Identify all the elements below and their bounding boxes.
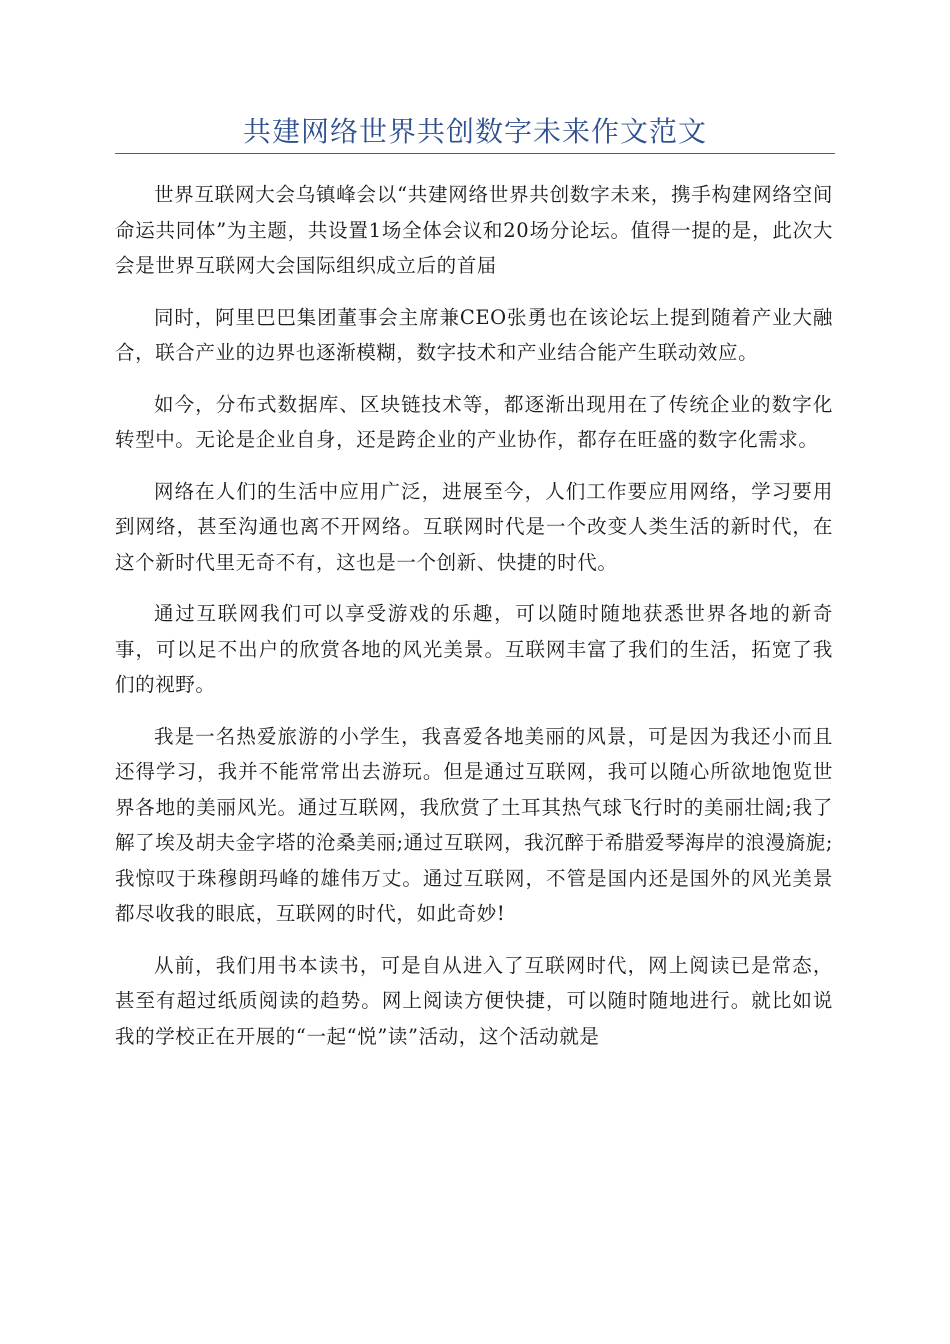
- document-title: 共建网络世界共创数字未来作文范文: [242, 115, 707, 148]
- paragraph-1: 世界互联网大会乌镇峰会以“共建网络世界共创数字未来，携手构建网络空间命运共同体”为主题，共设置1场全体会议和20场分论坛。值得一提的是，此次大会是世界互联网大会国际组织成立后的首届: [115, 183, 833, 277]
- document-body: [115, 177, 833, 1070]
- paragraph-3: 如今，分布式数据库、区块链技术等，都逐渐出现用在了传统企业的数字化转型中。无论是企业自身，还是跨企业的产业协作，都存在旺盛的数字化需求。: [115, 392, 833, 451]
- paragraph-7: 从前，我们用书本读书，可是自从进入了互联网时代，网上阅读已是常态，甚至有超过纸质阅读的趋势。网上阅读方便快捷，可以随时随地进行。就比如说我的学校正在开展的“一起“悦”读”活动，这个活动就是: [115, 953, 833, 1048]
- paragraph-2: 同时，阿里巴巴集团董事会主席兼CEO张勇也在该论坛上提到随着产业大融合，联合产业的边界也逐渐模糊，数字技术和产业结合能产生联动效应。: [115, 305, 833, 364]
- paragraph-6: 我是一名热爱旅游的小学生，我喜爱各地美丽的风景，可是因为我还小而且还得学习，我并不能常常出去游玩。但是通过互联网，我可以随心所欲地饱览世界各地的美丽风光。通过互联网，我欣赏了土耳其热气球飞行时的美丽壮阔;我了解了埃及胡夫金字塔的沧桑美丽;通过互联网，我沉醉于希腊爱琴海岸的浪漫旖旎;我惊叹于珠穆朗玛峰的雄伟万丈。通过互联网，不管是国内还是国外的风光美景都尽收我的眼底，互联网的时代，如此奇妙!: [115, 724, 833, 925]
- paragraph-4: 网络在人们的生活中应用广泛，进展至今，人们工作要应用网络，学习要用到网络，甚至沟通也离不开网络。互联网时代是一个改变人类生活的新时代，在这个新时代里无奇不有，这也是一个创新、快捷的时代。: [115, 479, 833, 574]
- paragraph-5: 通过互联网我们可以享受游戏的乐趣，可以随时随地获悉世界各地的新奇事，可以足不出户的欣赏各地的风光美景。互联网丰富了我们的生活，拓宽了我们的视野。: [115, 602, 833, 696]
- title-underline: [115, 153, 835, 154]
